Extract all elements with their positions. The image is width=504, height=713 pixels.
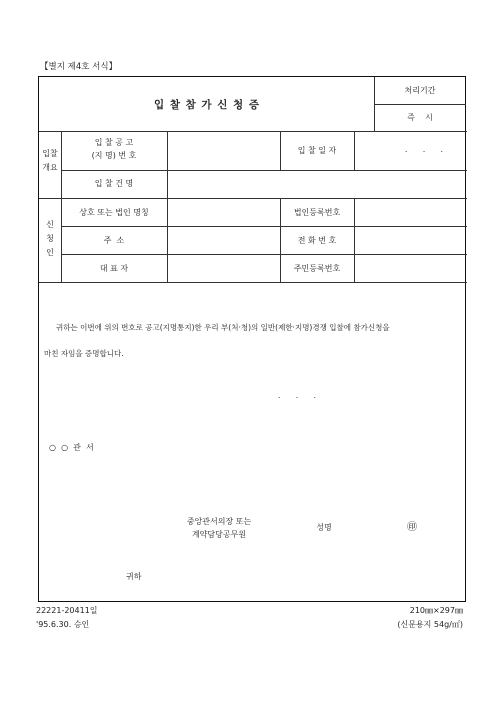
divider — [354, 131, 355, 170]
address-field[interactable] — [168, 227, 279, 253]
divider — [61, 131, 62, 282]
bid-name-field[interactable] — [168, 171, 466, 197]
signer-title-2: 계약담당공무원 — [191, 530, 247, 539]
bid-name-label: 입 찰 건 명 — [94, 179, 134, 188]
signer-name-label: 성명 — [316, 523, 332, 532]
resident-reg-number-label: 주민등록번호 — [293, 264, 341, 273]
processing-period-value: 즉 시 — [407, 113, 433, 122]
approval-date: '95.6.30. 승인 — [36, 620, 90, 629]
company-name-label: 상호 또는 법인 명칭 — [79, 208, 149, 217]
paper-type: (신문용지 54g/㎡) — [397, 620, 463, 629]
notice-number-field[interactable] — [168, 132, 279, 169]
resident-reg-number-field[interactable] — [355, 255, 466, 281]
divider — [374, 104, 466, 105]
issuing-office: ○ ○ 관 서 — [49, 443, 94, 452]
seal-mark: ㊞ — [407, 522, 417, 533]
notice-number-label-1: 입 찰 공 고 — [94, 138, 134, 147]
form-code: 【별지 제4호 서식】 — [40, 62, 118, 72]
representative-label: 대 표 자 — [99, 264, 129, 273]
bid-overview-label-1: 입찰 — [42, 149, 58, 158]
phone-number-label: 전 화 번 호 — [297, 236, 337, 245]
recipient-suffix: 귀하 — [126, 572, 142, 581]
divider — [374, 77, 375, 131]
bid-participation-certificate-form — [38, 76, 466, 602]
applicant-label-1: 신 — [46, 220, 54, 229]
address-label: 주 소 — [103, 236, 125, 245]
signer-title-1: 중앙관서의장 또는 — [186, 517, 252, 526]
corp-reg-number-label: 법인등록번호 — [293, 208, 341, 217]
representative-field[interactable] — [168, 255, 279, 281]
certificate-body-line-1: 귀하는 이번에 위의 번호로 공고(지명통지)한 우리 부(처·청)의 일반(제한·지명)경쟁 입찰에 참가신청을 — [56, 323, 390, 332]
certificate-body-line-2: 마친 자임을 증명합니다. — [44, 349, 124, 358]
corp-reg-number-field[interactable] — [355, 199, 466, 225]
bid-overview-label-2: 개요 — [42, 163, 58, 172]
applicant-label-2: 청 — [46, 234, 54, 243]
divider — [280, 131, 281, 170]
applicant-label-3: 인 — [46, 248, 54, 257]
divider — [280, 198, 281, 282]
divider — [39, 282, 467, 283]
paper-size: 210㎜×297㎜ — [409, 606, 463, 615]
notice-number-label-2: (지 명) 번 호 — [91, 151, 137, 160]
company-name-field[interactable] — [168, 199, 279, 225]
phone-number-field[interactable] — [355, 227, 466, 253]
bid-date-value[interactable]: . . . — [404, 145, 444, 154]
processing-period-label: 처리기간 — [404, 86, 436, 95]
form-number: 22221-20411일 — [36, 606, 98, 615]
form-title: 입 찰 참 가 신 청 증 — [154, 99, 260, 111]
bid-date-label: 입 찰 일 자 — [297, 146, 337, 155]
issue-date[interactable]: . . . — [277, 391, 317, 400]
